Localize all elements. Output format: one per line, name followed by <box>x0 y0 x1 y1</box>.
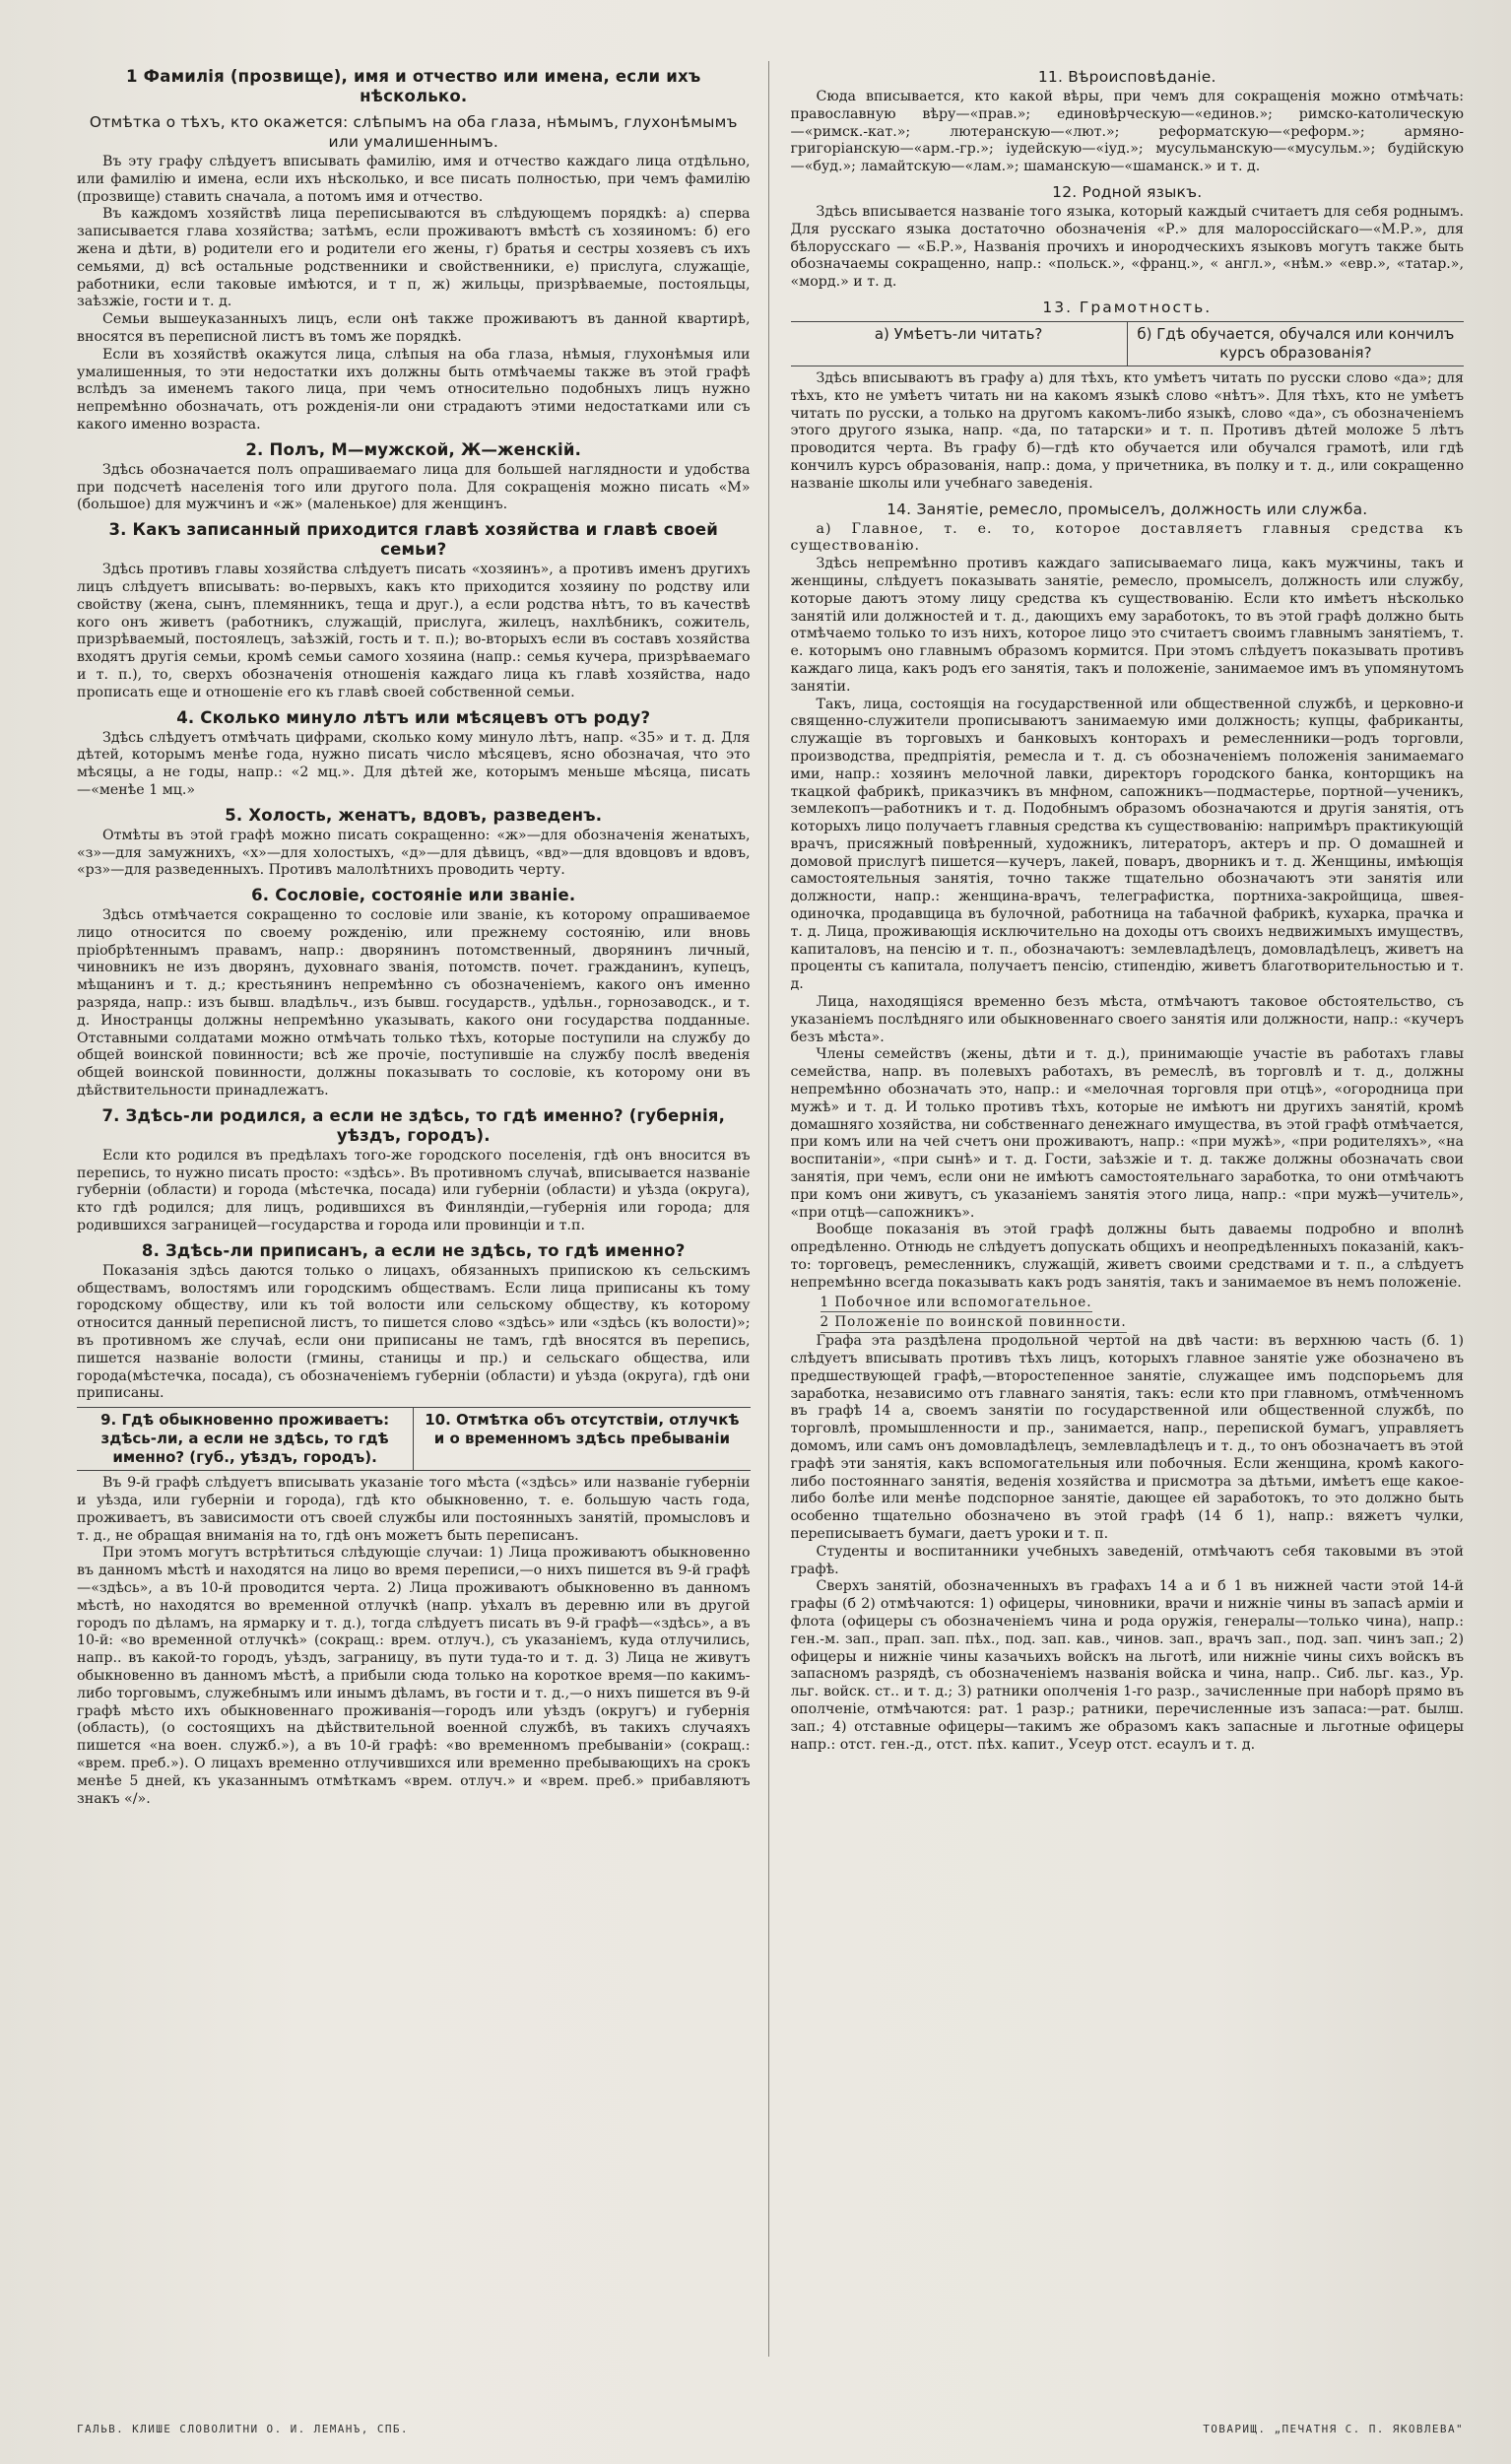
section-6-title: 6. Сословіе, состояніе или званіе. <box>251 886 576 905</box>
section-2-paragraph-1: Здѣсь обозначается полъ опрашиваемаго лица для большей наглядности и удобства при подсчетѣ населенія того или другого пола. Для сокращенія можно писать «М» (большое) для мужчинъ и «ж» (маленькое) для женщинъ. <box>77 461 751 513</box>
section-14 <box>791 499 1465 1755</box>
section-14-paragraph-4: Члены семействъ (жены, дѣти и т. д.), принимающіе участіе въ работахъ главы семейства, напр. въ полевыхъ работахъ, въ ремеслѣ, въ торговлѣ и т. д., должны непремѣнно обозначать это, напр.: и «мелочная торговля при отцѣ», «огородница при мужѣ» и т. д. И только противъ тѣхъ, которые не имѣютъ ни другихъ занятій, кромѣ домашняго хозяйства, ни собственнаго денежнаго имущества, въ этой графѣ отмѣчается, при комъ или на чей счетъ они проживаютъ, напр.: «при мужѣ», «при родителяхъ», «на воспитаніи», «при сынѣ» и т. д. Гости, заѣзжіе и т. д. также должны обозначать свои занятія, при чемъ, если они не имѣютъ самостоятельнаго заработка, то они отмѣчаютъ при комъ они живутъ, съ указаніемъ занятія этого лица, напр.: «при мужѣ—учитель», «при отцѣ—сапожникъ». <box>790 1046 1464 1221</box>
section-4-title: 4. Сколько минуло лѣтъ или мѣсяцевъ отъ роду? <box>176 707 651 727</box>
section-1 <box>77 67 751 434</box>
section-3 <box>77 520 751 701</box>
section-13-title: 13. Грамотность. <box>1042 298 1213 316</box>
section-9-title: 9. Гдѣ обыкновенно проживаетъ: здѣсь-ли, а если не здѣсь, то гдѣ именно? (губ., уѣздъ, городъ). <box>77 1408 414 1470</box>
section-13-header <box>791 321 1465 366</box>
section-1-subtitle: Отмѣтка о тѣхъ, кто окажется: слѣпымъ на оба глаза, нѣмымъ, глухонѣмымъ или умалишеннымъ. <box>89 113 738 151</box>
section-9-paragraph-2: При этомъ могутъ встрѣтиться слѣдующіе случаи: 1) Лица проживаютъ обыкновенно въ данномъ мѣстѣ и находятся на лицо во время переписи,—о нихъ пишется въ 9-й графѣ—«здѣсь», а въ 10-й проводится черта. 2) Лица проживаютъ обыкновенно въ данномъ мѣстѣ, но находятся во временной отлучкѣ (напр. уѣхалъ въ деревню или въ другой городъ по дѣламъ, на ярмарку и т. д.), тогда слѣдуетъ писать въ 9-й графѣ—«здѣсь», а въ 10-й: «во временной отлучкѣ» (сокращ.: врем. отлуч.), съ указаніемъ, куда отлучились, напр.. въ какой-то городъ, уѣздъ, заграницу, въ пути туда-то и т. д. 3) Лица не живутъ обыкновенно въ данномъ мѣстѣ, а прибыли сюда только на короткое время—по какимъ-либо торговымъ, служебнымъ или инымъ дѣламъ, въ гости и т. д.,—о нихъ пишется въ 9-й графѣ мѣсто ихъ обыкновеннаго проживанія—городъ или уѣздъ (округъ) и губернія (область), (о состоящихъ на дѣйствительной военной службѣ, въ такихъ случаяхъ пишется «на воен. служб.»), а въ 10-й графѣ: «во временномъ пребываніи» (сокращ.: «врем. преб.»). О лицахъ временно отлучившихся или временно пребывающихъ на срокъ менѣе 5 дней, къ указаннымъ отмѣткамъ «врем. отлуч.» и «врем. преб.» прибавляютъ знакъ «/». <box>77 1545 751 1807</box>
section-14-paragraph-2: Такъ, лица, состоящія на государственной или общественной службѣ, и церковно-и священно-служители прописываютъ занимаемую ими должность; купцы, фабриканты, служащіе въ торговыхъ и банковыхъ конторахъ и ремесленники—родъ торговли, производства, предпріятія, ремесла и т. д. съ обозначеніемъ положенія занимаемаго ими, напр.: хозяинъ мелочной лавки, директоръ городского банка, конторщикъ на ткацкой фабрикѣ, приказчикъ въ мнфном, сапожникъ—подмастерье, портной—ученикъ, землекопъ—работникъ и т. д. Подобнымъ образомъ обозначаются и другія занятія, отъ которыхъ лицо получаетъ главныя средства къ существованію: напримѣръ практикующій врачъ, присяжный повѣренный, художникъ, литераторъ, актеръ и пр. О домашней и домовой прислугѣ пишется—кучеръ, лакей, поваръ, дворникъ и т. д. Женщины, имѣющія самостоятельныя занятія, точно также тщательно обозначаютъ эти занятія или должности, напр.: женщина-врачъ, телеграфистка, портниха-закройщица, швея-одиночка, продавщица въ булочной, работница на табачной фабрикѣ, кухарка, прачка и т. д. Лица, проживающія исключительно на доходы отъ своихъ недвижимыхъ имуществъ, капиталовъ, на пенсію и т. п., обозначаютъ: землевладѣлецъ, домовладѣлецъ, живетъ на проценты съ капитала, получаетъ пенсію, стипендію, живетъ благотворительностью и т. д. <box>790 696 1464 993</box>
section-4 <box>77 708 751 800</box>
section-5-paragraph-1: Отмѣты въ этой графѣ можно писать сокращенно: «ж»—для обозначенія женатыхъ, «з»—для замужнихъ, «х»—для холостыхъ, «д»—для дѣвицъ, «вд»—для вдовцовъ и вдовъ, «рз»—для разведенныхъ. Противъ малолѣтнихъ проводить черту. <box>77 827 751 879</box>
section-14-paragraph-1: Здѣсь непремѣнно противъ каждаго записываемаго лица, какъ мужчины, такъ и женщины, слѣдуетъ показывать занятіе, ремесло, промыселъ, должность или службу, которые даютъ этому лицу средства къ существованію. Если кто имѣетъ нѣсколько занятій или должностей и т. д., дающихъ ему заработокъ, то въ этой графѣ должно быть отмѣчаемо только то изъ нихъ, которое лицо это считаетъ своимъ главнымъ занятіемъ, т. е. которымъ оно главнымъ образомъ кормится. При этомъ слѣдуетъ показывать противъ каждаго лица, какъ родъ его занятія, такъ и положеніе, занимаемое имъ въ упомянутомъ занятіи. <box>790 556 1464 695</box>
section-6 <box>77 886 751 1100</box>
section-14a-title: а) Главное, т. е. то, которое доставляетъ главныя средства къ существованію. <box>790 520 1464 555</box>
section-7-title: 7. Здѣсь-ли родился, а если не здѣсь, то гдѣ именно? (губернія, уѣздъ, городъ). <box>101 1105 726 1145</box>
section-14-paragraph-8: Сверхъ занятій, обозначенныхъ въ графахъ 14 а и б 1 въ нижней части этой 14-й графы (б 2) отмѣчаются: 1) офицеры, чиновники, врачи и нижніе чины въ запасѣ арміи и флота (офицеры съ обозначеніемъ чина и рода оружія, генералы—только чина), напр.: ген.-м. зап., прап. зап. пѣх., под. зап. кав., чинов. зап., врачъ зап., под. зап. чинъ зап.; 2) офицеры и нижніе чины казачьихъ войскъ на льготѣ, или нижніе чины сихъ войскъ въ запасномъ разрядѣ, съ обозначеніемъ названія войска и чина, напр.. Сиб. льг. каз., Ур. льг. войск. ст.. и т. д.; 3) ратники ополченія 1-го разр., зачисленные при наборѣ прямо въ ополченіе, отмѣчаются: рат. 1 разр.; ратники, перечисленные изъ запаса:—рат. былш. зап.; 4) отставные офицеры—такимъ же образомъ какъ запасные и льготные офицеры напр.: отст. ген.-д., отст. пѣх. капит., Усеур отст. есаулъ и т. д. <box>790 1578 1464 1753</box>
left-column <box>77 61 769 2357</box>
section-4-paragraph-1: Здѣсь слѣдуетъ отмѣчать цифрами, сколько кому минуло лѣтъ, напр. «35» и т. д. Для дѣтей, которымъ менѣе года, нужно писать число мѣсяцевъ, ясно обозначая, что это мѣсяцы, а не годы, напр.: «2 мц.». Для дѣтей же, которымъ меньше мѣсяца, писать—«менѣе 1 мц.» <box>77 729 751 798</box>
section-14-paragraph-5: Вообще показанія въ этой графѣ должны быть даваемы подробно и вполнѣ опредѣленно. Отнюдь не слѣдуетъ допускать общихъ и неопредѣленныхъ показаній, какъ-то: торговецъ, ремесленникъ, служащій, живетъ своими средствами и т. п., а слѣдуетъ непремѣнно всегда показывать какъ родъ занятія, такъ и занимаемое въ немъ положеніе. <box>790 1222 1464 1291</box>
section-1-paragraph-2: Въ каждомъ хозяйствѣ лица переписываются въ слѣдующемъ порядкѣ: а) сперва записывается глава хозяйства; затѣмъ, если проживаютъ вмѣстѣ съ хозяиномъ: б) его жена и дѣти, в) родители его и родители его жены, г) братья и сестры хозяевъ съ ихъ семьями, д) всѣ остальные родственники и свойственники, е) прислуга, служащіе, работники, если таковые имѣются, и т п, ж) жильцы, призрѣваемые, постояльцы, заѣзжіе, гости и т. д. <box>77 206 751 310</box>
section-8 <box>77 1241 751 1403</box>
section-8-title: 8. Здѣсь-ли приписанъ, а если не здѣсь, то гдѣ именно? <box>141 1240 686 1260</box>
section-13-paragraph-1: Здѣсь вписываютъ въ графу а) для тѣхъ, кто умѣетъ читать по русски слово «да»; для тѣхъ, кто не умѣетъ читать ни на какомъ языкѣ слово «нѣтъ». Для тѣхъ, кто не умѣетъ читать по русски, а только на другомъ какомъ-либо языкѣ, слово «да», съ обозначеніемъ этого другого языка, напр. «да, по татарски» и т. п. Противъ дѣтей моложе 5 лѣтъ проводится черта. Въ графу б)—гдѣ кто обучается или обучался грамотѣ, или гдѣ кончилъ курсъ образованія, напр.: дома, у причетника, въ полку и т. д., или сокращенно названіе школы или учебнаго заведенія. <box>790 369 1464 492</box>
footer-right-imprint: ТОВАРИЩ. „ПЕЧАТНЯ С. П. ЯКОВЛЕВА" <box>1203 2423 1464 2436</box>
section-9-paragraph-1: Въ 9-й графѣ слѣдуетъ вписывать указаніе того мѣста («здѣсь» или названіе губерніи и уѣзда, или губерніи и города), гдѣ кто обыкновенно, т. е. большую часть года, проживаетъ, въ зависимости отъ своей службы или постоянныхъ занятій, промысловъ и т. д., не обращая вниманія на то, гдѣ онъ можетъ быть переписанъ. <box>77 1475 751 1544</box>
section-11-title: 11. Вѣроисповѣданіе. <box>1037 68 1216 86</box>
footer-left-imprint: ГАЛЬВ. КЛИШЕ СЛОВОЛИТНИ О. И. ЛЕМАНЪ, СПБ. <box>77 2423 409 2436</box>
section-2 <box>77 440 751 514</box>
section-14b1-label: 1 Побочное или вспомогательное. <box>791 1293 1465 1313</box>
section-3-paragraph-1: Здѣсь противъ главы хозяйства слѣдуетъ писать «хозяинъ», а противъ именъ другихъ лицъ слѣдуетъ вписывать: во-первыхъ, какъ кто приходится хозяину по родству или свойству (жена, сынъ, племянникъ, теща и друг.), а если родства нѣтъ, то въ качествѣ кого онъ живетъ (работникъ, служащій, прислуга, жилецъ, нахлѣбникъ, сожитель, призрѣваемый, постоялецъ, заѣзжій, гость и т. п.); во-вторыхъ если въ составъ хозяйства входятъ другія семьи, кромѣ семьи самого хозяина (напр.: семья кучера, призрѣваемаго и т. п.), то, сверхъ обозначенія отношенія каждаго лица къ главѣ хозяйства, надо прописать еще и отношеніе его къ главѣ своей собственной семьи. <box>77 562 751 700</box>
section-9-10-header <box>77 1407 751 1471</box>
section-1-paragraph-4: Если въ хозяйствѣ окажутся лица, слѣпыя на оба глаза, нѣмыя, глухонѣмыя или умалишенныя, то эти недостатки ихъ должны быть отмѣчаемы также въ этой графѣ вслѣдъ за именемъ такого лица, при чемъ относительно подобныхъ лицъ нужно непремѣнно обозначать, отъ рожденія-ли они страдаютъ этими недостатками или съ какого именно возраста. <box>77 346 751 433</box>
section-12 <box>791 182 1465 292</box>
section-8-paragraph-1: Показанія здѣсь даются только о лицахъ, обязанныхъ припискою къ сельскимъ обществамъ, волостямъ или городскимъ обществамъ. Если лица приписаны къ тому городскому обществу, или къ той волости или сельскому обществу, къ которому относится данный переписной листъ, то пишется слово «здѣсь» или «здѣсь (къ волости)»; въ противномъ же случаѣ, если они приписаны не тамъ, гдѣ вносятся въ перепись, пишется названіе волости (гмины, станицы и пр.) и сельскаго общества, или города(мѣстечка, посада), съ обозначеніемъ губерніи (области) и уѣзда (округа), гдѣ они приписаны. <box>77 1262 751 1402</box>
section-13a-title: а) Умѣетъ-ли читать? <box>791 322 1128 366</box>
section-5-title: 5. Холость, женатъ, вдовъ, разведенъ. <box>225 805 603 825</box>
section-12-title: 12. Родной языкъ. <box>1052 182 1203 201</box>
section-14-paragraph-7: Студенты и воспитанники учебныхъ заведеній, отмѣчаютъ себя таковыми въ этой графѣ. <box>790 1543 1464 1577</box>
section-13b-title: б) Гдѣ обучается, обучался или кончилъ курсъ образованія? <box>1137 324 1455 362</box>
section-5 <box>77 806 751 880</box>
section-14-title: 14. Занятіе, ремесло, промыселъ, должность или служба. <box>887 499 1368 518</box>
section-11 <box>791 67 1465 176</box>
right-column <box>791 61 1465 2357</box>
section-3-title: 3. Какъ записанный приходится главѣ хозяйства и главѣ своей семьи? <box>108 520 719 560</box>
section-12-paragraph-1: Здѣсь вписывается названіе того языка, который каждый считаетъ для себя роднымъ. Для русскаго языка достаточно обозначенія «Р.» для малороссійскаго—«М.Р.», для бѣлорусскаго — «Б.Р.», Названія прочихъ и инородческихъ языковъ могутъ также быть обозначаемы сокращенно, напр.: «польск.», «франц.», « англ.», «нѣм.» «евр.», «татар.», «морд.» и т. д. <box>790 203 1464 291</box>
page-footer <box>77 2421 1464 2438</box>
section-1-paragraph-3: Семьи вышеуказанныхъ лицъ, если онѣ также проживаютъ въ данной квартирѣ, вносятся въ переписной листъ въ томъ же порядкѣ. <box>77 311 751 345</box>
section-7-paragraph-1: Если кто родился въ предѣлахъ того-же городского поселенія, гдѣ онъ вносится въ перепись, то нужно писать просто: «здѣсь». Въ противномъ случаѣ, вписывается названіе губерніи (области) и города (мѣстечка, посада) или губерніи (области) и уѣзда (округа), кто гдѣ родился; для лицъ, родившихся въ Финляндіи,—губернія или города; для родившихся заграницей—государства и города или провинціи и т.п. <box>77 1147 751 1234</box>
section-13 <box>791 298 1465 494</box>
section-7 <box>77 1106 751 1235</box>
section-14-paragraph-6: Графа эта раздѣлена продольной чертой на двѣ части: въ верхнюю часть (б. 1) слѣдуетъ вписывать противъ тѣхъ лицъ, которыхъ главное занятіе уже обозначено въ предшествующей графѣ,—второстепенное занятіе, служащее имъ подспорьемъ для заработка, независимо отъ главнаго занятія, такъ: если кто при главномъ, отмѣченномъ въ графѣ 14 а, своемъ занятіи по государственной или общественной службѣ, по торговлѣ, промышленности и пр., занимается, напр., перепиской бумагъ, управляетъ домомъ, или самъ онъ домовладѣлецъ, землевладѣлецъ и т. д., то онъ обозначаетъ въ этой графѣ эти занятія, какъ вспомогательныя или побочныя. Если женщина, кромѣ какого-либо постояннаго занятія, веденія хозяйства и присмотра за дѣтьми, имѣетъ еще какое-либо болѣе или менѣе подспорное занятіе, дающее ей заработокъ, то это должно быть особенно тщательно обозначено въ этой графѣ (14 б 1), напр.: вяжетъ чулки, переписываетъ бумаги, даетъ уроки и т. п. <box>790 1333 1464 1542</box>
section-14-paragraph-3: Лица, находящіяся временно безъ мѣста, отмѣчаютъ таковое обстоятельство, съ указаніемъ послѣдняго или обыкновеннаго своего занятія или должности, напр.: «кучеръ безъ мѣста». <box>790 994 1464 1045</box>
section-1-paragraph-1: Въ эту графу слѣдуетъ вписывать фамилію, имя и отчество каждаго лица отдѣльно, или фамилію и имена, если ихъ нѣсколько, и все писать полностью, при чемъ фамилію (прозвище) ставить сначала, а потомъ имя и отчество. <box>77 154 751 205</box>
section-9-10 <box>77 1407 751 1808</box>
section-11-paragraph-1: Сюда вписывается, кто какой вѣры, при чемъ для сокращенія можно отмѣчать: православную вѣру—«прав.»; единовѣрческую—«единов.»; римско-католическую—«римск.-кат.»; лютеранскую—«лют.»; реформатскую—«реформ.»; армяно-григоріанскую—«арм.-гр.»; іудейскую—«іуд.»; мусульманскую—«мусульм.»; будійскую—«буд.»; ламайтскую—«лам.»; шаманскую—«шаманск.» и т. д. <box>790 89 1464 175</box>
section-10-title: 10. Отмѣтка объ отсутствіи, отлучкѣ и о временномъ здѣсь пребываніи <box>425 1411 740 1448</box>
two-column-body <box>77 61 1464 2357</box>
section-14b2-label: 2 Положеніе по воинской повинности. <box>791 1312 1465 1333</box>
section-2-title: 2. Полъ, М—мужской, Ж—женскій. <box>245 439 582 459</box>
section-6-paragraph-1: Здѣсь отмѣчается сокращенно то сословіе или званіе, къ которому опрашиваемое лицо относится по своему рожденію, или прежнему состоянію, или вновь пріобрѣтеннымъ правамъ, напр.: дворянинъ потомственный, дворянинъ личный, чиновникъ не изъ дворянъ, духовнаго званія, потомств. почет. гражданинъ, купецъ, мѣщанинъ и т. д.; крестьянинъ непремѣнно съ обозначеніемъ, какого онъ именно разряда, напр.: изъ бывш. владѣльч., изъ бывш. государств., удѣльн., горнозаводск., и т. д. Иностранцы должны непремѣнно указывать, какого они государства подданные. Отставными солдатами можно отмѣчать только тѣхъ, которые поступили на службу до общей воинской повинности; всѣ же прочіе, поступившіе на службу послѣ введенія общей воинской повинности, должны показывать то сословіе, къ которому они въ дѣйствительности принадлежатъ. <box>77 907 751 1099</box>
section-1-title: 1 Фамилія (прозвище), имя и отчество или имена, если ихъ нѣсколько. <box>126 67 701 105</box>
